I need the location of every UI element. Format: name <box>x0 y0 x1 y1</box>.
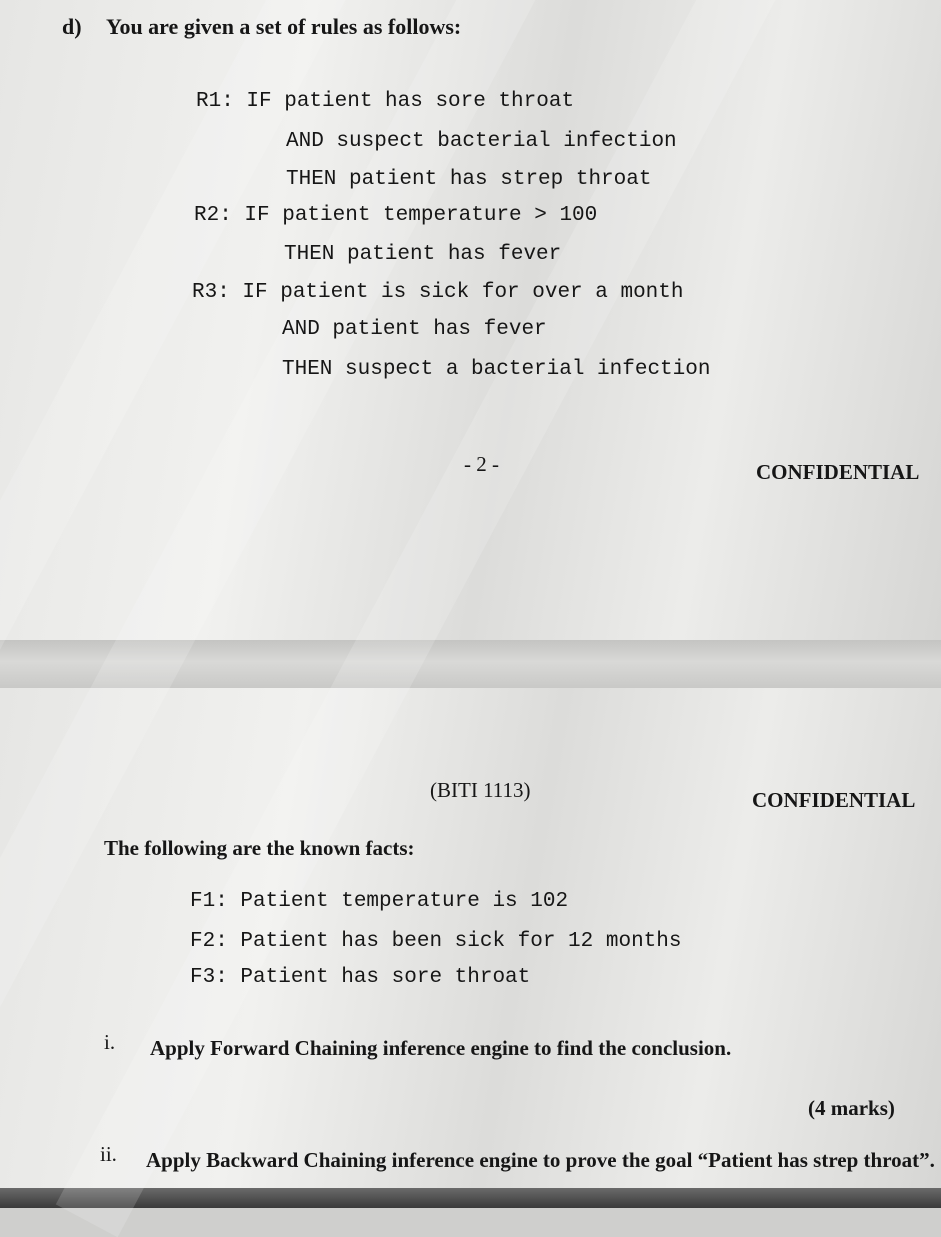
part-text: Apply Backward Chaining inference engine to prove the goal “Patient has strep throat”. <box>146 1148 935 1172</box>
fact-line: F2: Patient has been sick for 12 months <box>190 930 682 953</box>
part-text: Apply Forward Chaining inference engine to find the conclusion. <box>150 1036 732 1060</box>
part-label: ii. <box>100 1142 117 1166</box>
page-number: - 2 - <box>464 452 499 476</box>
rule-line: R1: IF patient has sore throat <box>196 90 575 113</box>
rule-line: THEN patient has strep throat <box>286 168 652 191</box>
question-text: You are given a set of rules as follows: <box>106 14 462 39</box>
bottom-edge <box>0 1188 941 1208</box>
rule-line: THEN suspect a bacterial infection <box>282 358 711 381</box>
rule-line: AND suspect bacterial infection <box>286 130 677 153</box>
fact-line: F3: Patient has sore throat <box>190 966 531 989</box>
rule-line: R2: IF patient temperature > 100 <box>194 204 598 227</box>
footer-confidential: CONFIDENTIAL <box>756 460 920 484</box>
facts-intro: The following are the known facts: <box>104 836 415 860</box>
header-confidential: CONFIDENTIAL <box>752 788 916 812</box>
marks: (4 marks) <box>808 1096 895 1120</box>
rule-line: THEN patient has fever <box>284 243 562 266</box>
fact-line: F1: Patient temperature is 102 <box>190 890 569 913</box>
page-gap <box>0 640 941 688</box>
rule-line: R3: IF patient is sick for over a month <box>192 281 684 304</box>
part-label: i. <box>104 1030 116 1054</box>
question-label: d) <box>62 14 82 39</box>
course-code: (BITI 1113) <box>430 778 531 802</box>
rule-line: AND patient has fever <box>282 318 547 341</box>
